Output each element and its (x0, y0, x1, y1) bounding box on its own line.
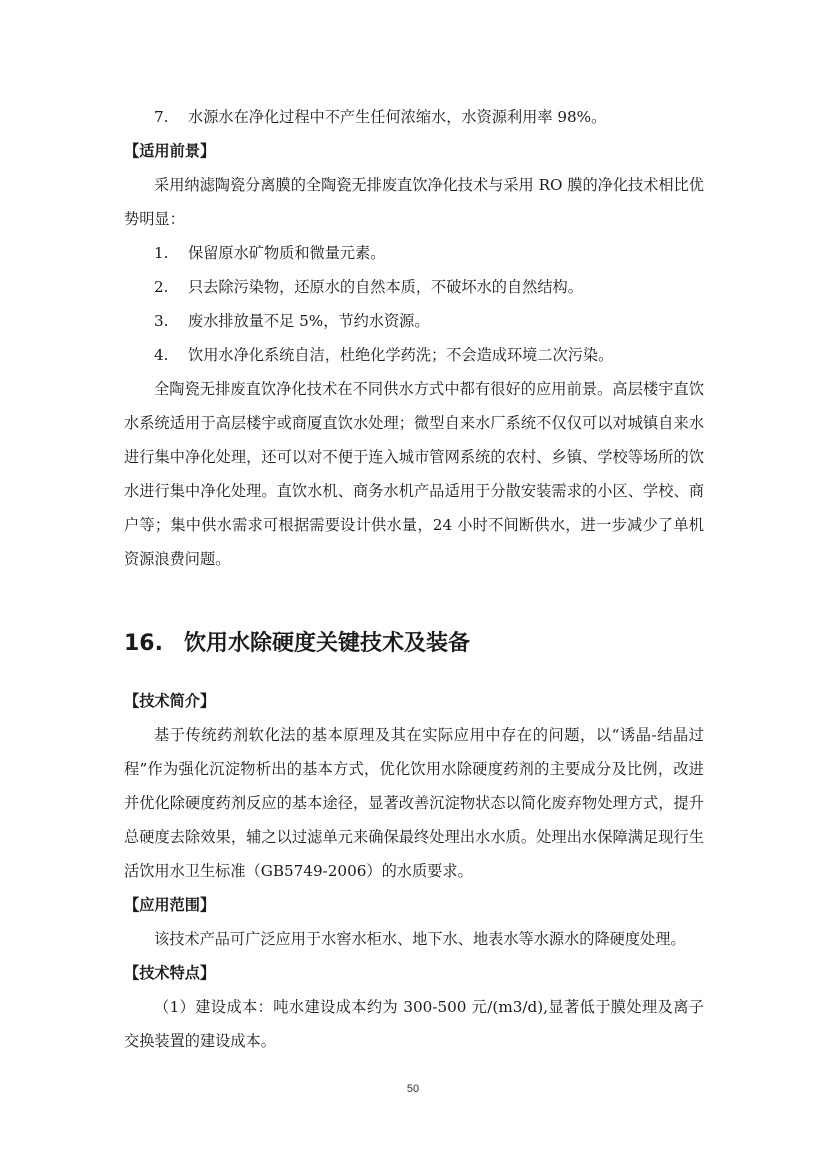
list-item (124, 338, 704, 372)
chapter-number: 16. (124, 631, 163, 656)
features-text: （1）建设成本：吨水建设成本约为 300-500 元/(m3/d),显著低于膜处理及离子交换装置的建设成本。 (124, 998, 704, 1050)
list-number: 3. (154, 312, 169, 330)
prospect-intro: 采用纳滤陶瓷分离膜的全陶瓷无排废直饮净化技术与采用 RO 膜的净化技术相比优势明显： (124, 176, 704, 228)
prospect-closing: 全陶瓷无排废直饮净化技术在不同供水方式中都有很好的应用前景。高层楼宇直饮水系统适用于高层楼宇或商厦直饮水处理；微型自来水厂系统不仅仅可以对城镇自来水进行集中净化处理，还可以对不便于连入城市管网系统的农村、乡镇、学校等场所的饮水进行集中净化处理。直饮水机、商务水机产品适用于分散安装需求的小区、学校、商户等；集中供水需求可根据需要设计供水量，24 小时不间断供水，进一步减少了单机资源浪费问题。 (124, 380, 704, 568)
chapter-title-text: 饮用水除硬度关键技术及装备 (184, 631, 471, 656)
list-item (124, 304, 704, 338)
list-item (124, 270, 704, 304)
intro-text: 基于传统药剂软化法的基本原理及其在实际应用中存在的问题，以“诱晶-结晶过程”作为强化沉淀物析出的基本方式，优化饮用水除硬度药剂的主要成分及比例，改进并优化除硬度药剂反应的基本途径，显著改善沉淀物状态以简化废弃物处理方式，提升总硬度去除效果，辅之以过滤单元来确保最终处理出水水质。处理出水保障满足现行生活饮用水卫生标准（GB5749-2006）的水质要求。 (124, 726, 704, 880)
scope-text: 该技术产品可广泛应用于水窖水柜水、地下水、地表水等水源水的降硬度处理。 (154, 930, 686, 948)
section-heading-prospect: 【适用前景】 (124, 142, 216, 160)
document-page (124, 100, 704, 1058)
section-heading-scope: 【应用范围】 (124, 896, 216, 914)
list-item (124, 100, 704, 134)
page-number: 50 (406, 1083, 420, 1095)
section-heading-intro: 【技术简介】 (124, 692, 216, 710)
list-text: 饮用水净化系统自洁，杜绝化学药洗；不会造成环境二次污染。 (188, 346, 614, 364)
list-text: 废水排放量不足 5%，节约水资源。 (188, 312, 430, 330)
list-number: 1. (154, 244, 169, 262)
list-number: 2. (154, 278, 169, 296)
chapter-title (124, 627, 704, 661)
list-number: 7. (154, 108, 169, 126)
list-number: 4. (154, 346, 169, 364)
list-text: 水源水在净化过程中不产生任何浓缩水，水资源利用率 98%。 (188, 108, 607, 126)
section-heading-features: 【技术特点】 (124, 964, 216, 982)
list-text: 保留原水矿物质和微量元素。 (188, 244, 386, 262)
list-text: 只去除污染物，还原水的自然本质，不破坏水的自然结构。 (188, 278, 583, 296)
list-item (124, 236, 704, 270)
